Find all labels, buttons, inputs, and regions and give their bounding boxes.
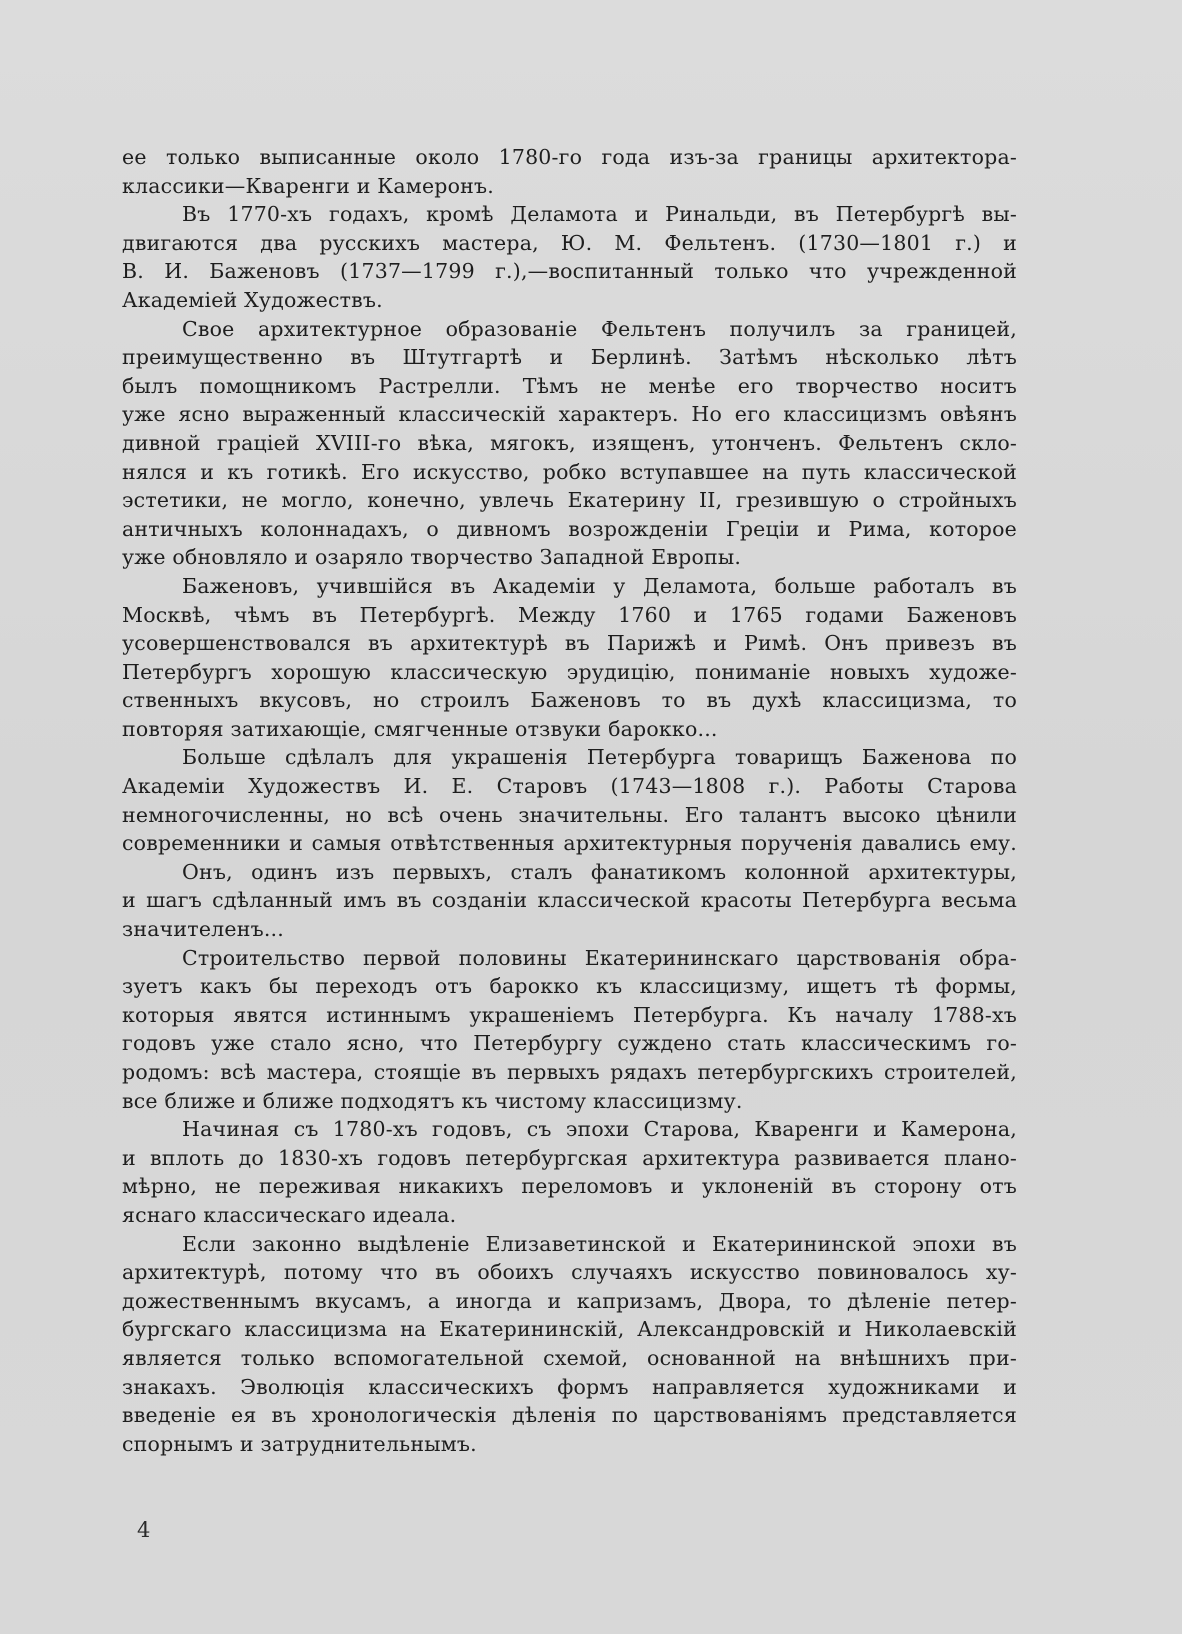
text-line: двигаются два русскихъ мастера, Ю. М. Фельтенъ. (1730—1801 г.) и	[122, 230, 1017, 255]
text-line: В. И. Баженовъ (1737—1799 г.),—воспитанный только что учрежденной	[122, 259, 1017, 284]
text-line: спорнымъ и затруднительнымъ.	[122, 1431, 477, 1456]
text-line: дожественнымъ вкусамъ, а иногда и капризамъ, Двора, то дѣленіе петер-	[122, 1288, 1017, 1313]
text-line: уже обновляло и озаряло творчество Западной Европы.	[122, 545, 742, 570]
text-line: уже ясно выраженный классическій характеръ. Но его классицизмъ овѣянъ	[122, 402, 1017, 427]
text-line: и вплоть до 1830-хъ годовъ петербургская архитектура развивается плано-	[122, 1145, 1017, 1170]
text-line: Академіи Художествъ И. Е. Старовъ (1743—1808 г.). Работы Старова	[122, 774, 1017, 799]
text-line: архитектурѣ, потому что въ обоихъ случаяхъ искусство повиновалось ху-	[122, 1260, 1017, 1285]
text-line: Въ 1770-хъ годахъ, кромѣ Деламота и Ринальди, въ Петербургѣ вы-	[182, 202, 1017, 227]
page-number: 4	[137, 1518, 151, 1542]
text-line: которыя явятся истиннымъ украшеніемъ Петербурга. Къ началу 1788-хъ	[122, 1002, 1017, 1027]
text-line: классики—Кваренги и Камеронъ.	[122, 173, 494, 198]
text-line: Строительство первой половины Екатерининскаго царствованія обра-	[182, 945, 1017, 970]
text-line: усовершенствовался въ архитектурѣ въ Парижѣ и Римѣ. Онъ привезъ въ	[122, 631, 1017, 656]
text-line: Баженовъ, учившійся въ Академіи у Деламота, больше работалъ въ	[182, 573, 1017, 598]
text-line: Если законно выдѣленіе Елизаветинской и Екатерининской эпохи въ	[182, 1231, 1017, 1256]
text-line: античныхъ колоннадахъ, о дивномъ возрожденіи Греціи и Рима, которое	[122, 516, 1017, 541]
text-line: нялся и къ готикѣ. Его искусство, робко вступавшее на путь классической	[122, 459, 1017, 484]
text-line: яснаго классическаго идеала.	[122, 1202, 457, 1227]
text-line: повторяя затихающіе, смягченные отзвуки барокко...	[122, 716, 718, 741]
text-line: Петербургъ хорошую классическую эрудицію, пониманіе новыхъ художе-	[122, 659, 1017, 684]
text-line: современники и самыя отвѣтственныя архитектурныя порученія давались ему.	[122, 831, 1017, 856]
text-line: годовъ уже стало ясно, что Петербургу суждено стать классическимъ го-	[122, 1031, 1017, 1056]
text-line: эстетики, не могло, конечно, увлечь Екатерину II, грезившую о стройныхъ	[122, 488, 1017, 513]
text-line: введеніе ея въ хронологическія дѣленія по царствованіямъ представляется	[122, 1403, 1017, 1428]
text-line: дивной граціей XVIII-го вѣка, мягокъ, изященъ, утонченъ. Фельтенъ скло-	[122, 430, 1017, 455]
text-line: ее только выписанные около 1780-го года изъ-за границы архитектора-	[122, 145, 1017, 169]
body-text	[122, 143, 1017, 1458]
text-line: Онъ, одинъ изъ первыхъ, сталъ фанатикомъ колонной архитектуры,	[182, 859, 1017, 884]
text-line: зуетъ какъ бы переходъ отъ барокко къ классицизму, ищетъ тѣ формы,	[122, 974, 1017, 999]
text-line: былъ помощникомъ Растрелли. Тѣмъ не менѣе его творчество носитъ	[122, 373, 1017, 398]
text-line: Начиная съ 1780-хъ годовъ, съ эпохи Старова, Кваренги и Камерона,	[182, 1117, 1017, 1142]
text-line: и шагъ сдѣланный имъ въ созданіи классической красоты Петербурга весьма	[122, 888, 1017, 913]
text-line: бургскаго классицизма на Екатерининскій, Александровскій и Николаевскій	[122, 1317, 1017, 1342]
text-line: мѣрно, не переживая никакихъ переломовъ и уклоненій въ сторону отъ	[122, 1174, 1017, 1199]
text-line: немногочисленны, но всѣ очень значительны. Его талантъ высоко цѣнили	[122, 802, 1017, 827]
text-line: все ближе и ближе подходятъ къ чистому классицизму.	[122, 1088, 743, 1113]
text-line: Академіей Художествъ.	[122, 287, 383, 312]
text-line: Свое архитектурное образованіе Фельтенъ получилъ за границей,	[182, 316, 1017, 341]
text-line: значителенъ...	[122, 917, 284, 942]
text-line: ственныхъ вкусовъ, но строилъ Баженовъ то въ духѣ классицизма, то	[122, 688, 1017, 713]
text-line: знакахъ. Эволюція классическихъ формъ направляется художниками и	[122, 1374, 1017, 1399]
text-line: преимущественно въ Штутгартѣ и Берлинѣ. Затѣмъ нѣсколько лѣтъ	[122, 345, 1017, 370]
text-line: родомъ: всѣ мастера, стоящіе въ первыхъ рядахъ петербургскихъ строителей,	[122, 1060, 1017, 1084]
text-line: Москвѣ, чѣмъ въ Петербургѣ. Между 1760 и 1765 годами Баженовъ	[122, 602, 1017, 627]
text-line: является только вспомогательной схемой, основанной на внѣшнихъ при-	[122, 1345, 1017, 1370]
text-line: Больше сдѣлалъ для украшенія Петербурга товарищъ Баженова по	[182, 745, 1017, 770]
